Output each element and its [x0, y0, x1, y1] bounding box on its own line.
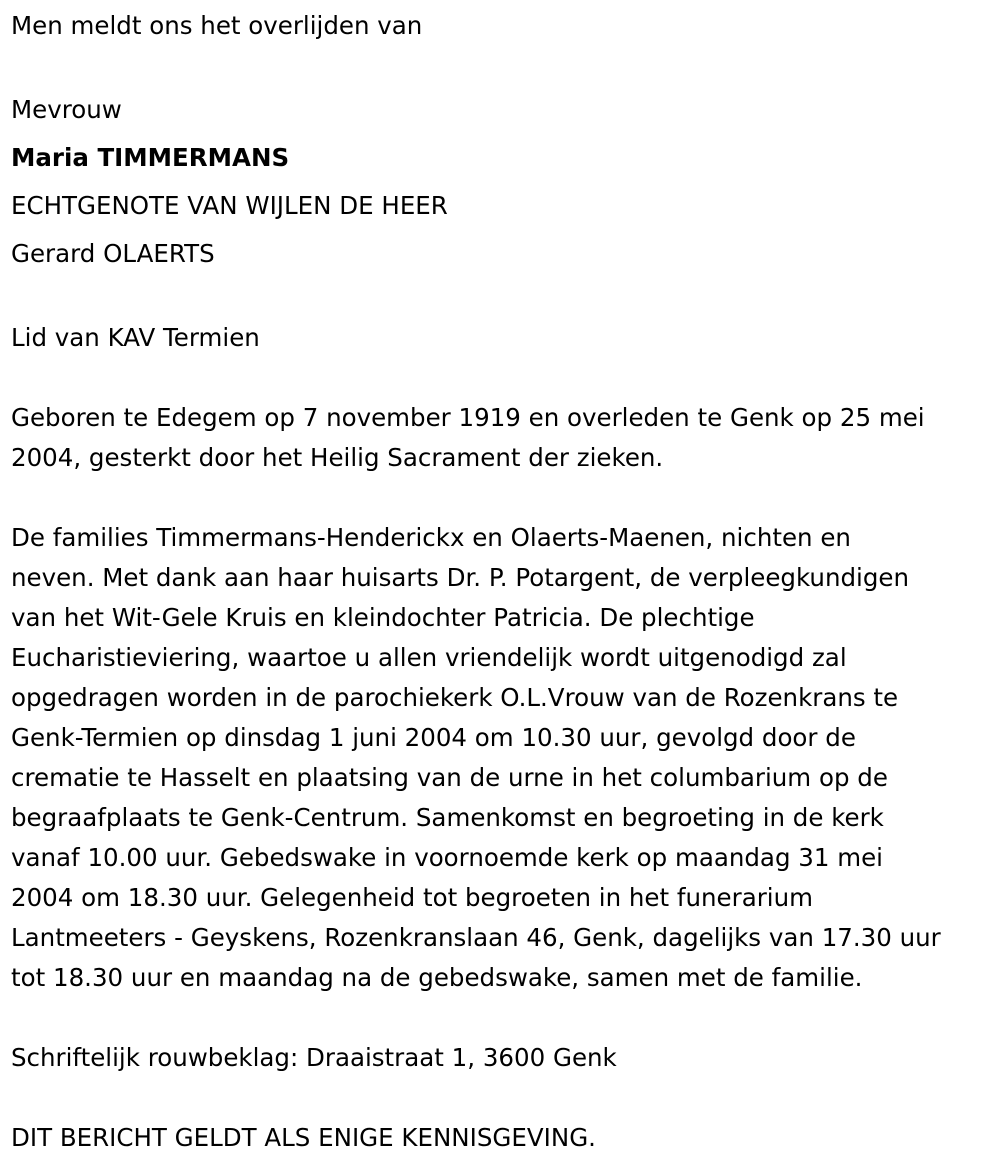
spouse-name: Gerard OLAERTS: [11, 239, 215, 268]
paragraph-line: De families Timmermans-Henderickx en Olaerts-Maenen, nichten en: [11, 523, 851, 552]
birth-death-paragraph: [11, 398, 995, 478]
obituary-notice: [11, 6, 995, 1158]
deceased-name: Maria TIMMERMANS: [11, 143, 290, 172]
closing-statement: DIT BERICHT GELDT ALS ENIGE KENNISGEVING.: [11, 1123, 596, 1152]
membership-text: Lid van KAV Termien: [11, 323, 260, 352]
details-paragraph: [11, 518, 995, 998]
paragraph-line: Eucharistieviering, waartoe u allen vriendelijk wordt uitgenodigd zal: [11, 643, 847, 672]
paragraph-line: Lantmeeters - Geyskens, Rozenkranslaan 46, Genk, dagelijks van 17.30 uur: [11, 923, 941, 952]
paragraph-line: 2004 om 18.30 uur. Gelegenheid tot begroeten in het funerarium: [11, 883, 813, 912]
paragraph-line: neven. Met dank aan haar huisarts Dr. P. Potargent, de verpleegkundigen: [11, 563, 909, 592]
condolence-address: Schriftelijk rouwbeklag: Draaistraat 1, 3600 Genk: [11, 1043, 617, 1072]
paragraph-line: tot 18.30 uur en maandag na de gebedswake, samen met de familie.: [11, 963, 863, 992]
paragraph-line: opgedragen worden in de parochiekerk O.L.Vrouw van de Rozenkrans te: [11, 683, 899, 712]
relation-text: ECHTGENOTE VAN WIJLEN DE HEER: [11, 191, 448, 220]
paragraph-line: Geboren te Edegem op 7 november 1919 en overleden te Genk op 25 mei: [11, 403, 925, 432]
paragraph-line: begraafplaats te Genk-Centrum. Samenkomst en begroeting in de kerk: [11, 803, 884, 832]
paragraph-line: Genk-Termien op dinsdag 1 juni 2004 om 10.30 uur, gevolgd door de: [11, 723, 856, 752]
paragraph-line: van het Wit-Gele Kruis en kleindochter Patricia. De plechtige: [11, 603, 755, 632]
intro-text: Men meldt ons het overlijden van: [11, 11, 423, 40]
deceased-block: [11, 86, 995, 278]
paragraph-line: crematie te Hasselt en plaatsing van de urne in het columbarium op de: [11, 763, 888, 792]
paragraph-line: 2004, gesterkt door het Heilig Sacrament der zieken.: [11, 443, 664, 472]
paragraph-line: vanaf 10.00 uur. Gebedswake in voornoemde kerk op maandag 31 mei: [11, 843, 883, 872]
honorific: Mevrouw: [11, 95, 122, 124]
